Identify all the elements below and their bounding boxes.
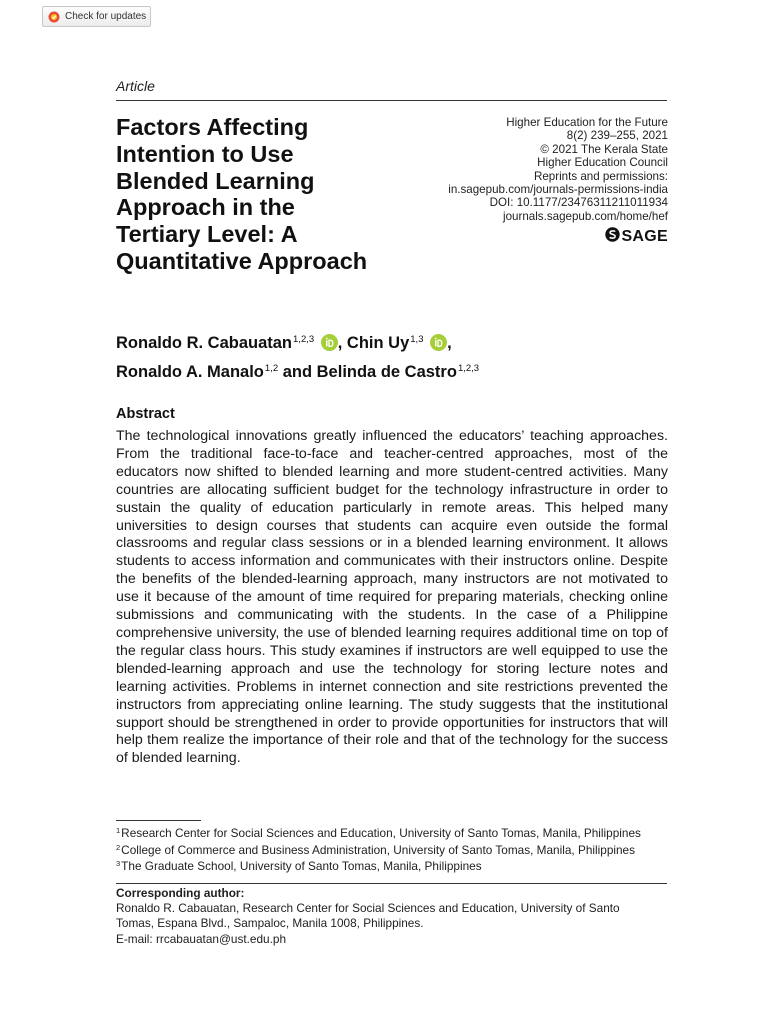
author-name: Chin Uy [346, 334, 410, 352]
orcid-icon[interactable] [430, 334, 447, 358]
title-line: Factors Affecting [116, 114, 309, 140]
journal-name: Higher Education for the Future [506, 116, 668, 129]
publisher-logo [605, 227, 668, 247]
volume-pages: 8(2) 239–255, 2021 [566, 129, 668, 143]
permissions-link[interactable]: in.sagepub.com/journals-permissions-india [448, 183, 668, 197]
title-line: Quantitative Approach [116, 247, 368, 274]
title-line: Approach in the [116, 194, 295, 221]
journal-metadata [448, 116, 668, 223]
affiliation-item: $^1$Research Center for Social Sciences and Education, University of Santo Tomas, Manila, Philippines [116, 826, 641, 840]
title-line: Tertiary Level: A [116, 221, 298, 248]
publisher-name: SAGE [621, 228, 668, 245]
check-for-updates-label: Check for updates [65, 11, 147, 22]
corresponding-email[interactable]: E-mail: rrcabauatan@ust.edu.ph [116, 931, 287, 946]
journal-homepage-link[interactable]: journals.sagepub.com/home/hef [503, 209, 668, 223]
doi-link[interactable]: DOI: 10.1177/2347631121101​1934 [489, 196, 668, 210]
article-type-label: Article [116, 78, 155, 94]
crossmark-icon [48, 11, 60, 23]
author-name: Ronaldo R. Cabauatan [116, 334, 293, 352]
article-title [116, 114, 416, 275]
author-affiliation: 1,2 [264, 362, 279, 374]
corresponding-divider [116, 883, 667, 884]
corresponding-author [116, 886, 668, 947]
author-affiliation: 1,2,3 [293, 334, 315, 345]
corresponding-heading: Corresponding author: [116, 886, 245, 900]
author-list: Ronaldo R. Cabauatan$^{1,2,3}$ , Chin Uy$^{1,3}$ , Ronaldo A. Manalo$^{1,2}$ and Belinda de Castro$^{1,2,3}$ [116, 334, 480, 381]
abstract-heading: Abstract [116, 406, 175, 422]
author-conjunction: and [282, 362, 313, 381]
affiliation-footnotes [116, 824, 676, 874]
author-affiliation: 1,2,3 [457, 362, 480, 374]
affiliation-item: $^3$The Graduate School, University of Santo Tomas, Manila, Philippines [116, 859, 482, 874]
reprints-label: Reprints and permissions: [533, 169, 668, 183]
corresponding-address: Tomas, Espana Blvd., Sampaloc, Manila 1008, Philippines. [116, 916, 424, 931]
abstract-text: The technological innovations greatly influenced the educators’ teaching approaches. From the traditional face-to-face and teacher-centred approaches, most of the educators now shifted to blended learning and more student-centred activities. Many countries are allocating sufficient budget for the technology infrastructure in order to sustain the quality of education particularly in remote areas. This helped many universities to design courses that students can acquire even outside the formal classrooms and regular class sessions or in a blended learning environment. It allows students to access information and communicates with their instructors online. Despite the benefits of the blended-learning approach, many instructors are not motivated to use it because of the amount of time required for preparing materials, checking online submissions and communicating with the students. In the case of a Philippine comprehensive university, the use of blended learning requires additional time on top of the regular class hours. This study examines if instructors are well equipped to use the blended-learning approach and use the technology for storing lecture notes and learning activities. Problems in internet connection and site restrictions prevented the instructors from appreciating online learning. The study suggests that the institutional support should be strengthened in order to provide opportunities for instructors that will help them realize the importance of their role and that of the technology for the success of blended learning. [116, 428, 668, 767]
author-affiliation: 1,3 [410, 334, 424, 345]
copyright-line: Higher Education Council [537, 156, 668, 170]
title-line: Intention to Use [116, 140, 294, 167]
affiliation-item: $^2$College of Commerce and Business Administration, University of Santo Tomas, Manila, Philippines [116, 842, 636, 857]
footnote-divider [116, 820, 201, 821]
author-name: Ronaldo A. Manalo [116, 362, 264, 381]
author-name: Belinda de Castro [316, 362, 457, 381]
title-line: Blended Learning [116, 167, 315, 194]
corresponding-address: Ronaldo R. Cabauatan, Research Center for Social Sciences and Education, University of Santo [116, 901, 620, 916]
header-divider [116, 100, 667, 101]
copyright-line: © 2021 The Kerala State [540, 142, 668, 156]
sage-s-icon [605, 227, 620, 247]
check-for-updates-button[interactable] [42, 6, 151, 27]
orcid-icon[interactable] [321, 334, 338, 358]
